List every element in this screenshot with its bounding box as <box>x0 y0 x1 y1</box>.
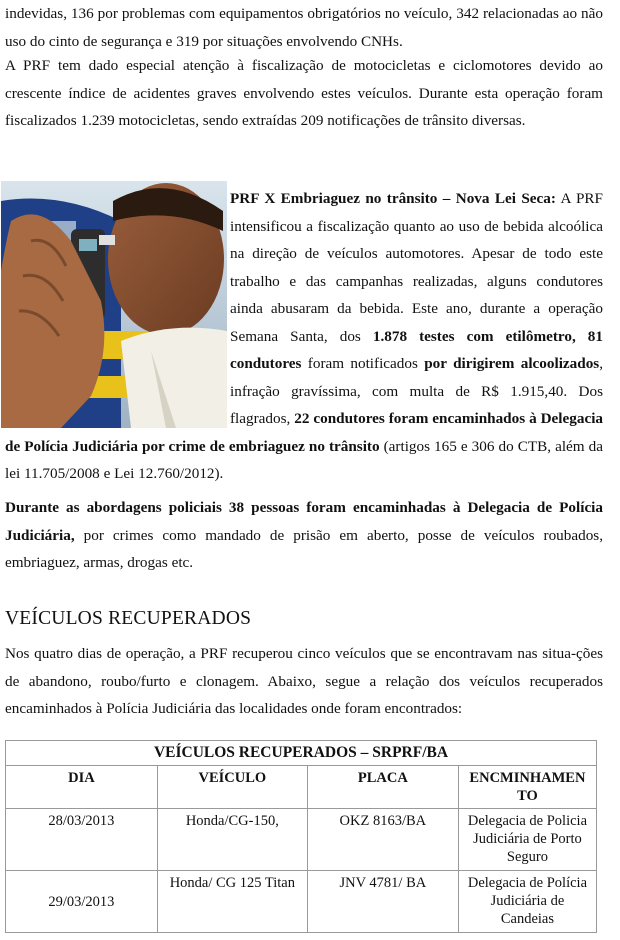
section-title: VEÍCULOS RECUPERADOS <box>5 608 252 629</box>
cell-placa: JNV 4781/ BA <box>307 871 458 933</box>
abordagens-paragraph <box>5 494 603 577</box>
cell-veiculo: Honda/ CG 125 Titan <box>157 871 307 933</box>
embriaguez-text-3: , infração gravíssima, com multa de R$ 1.915,40. Dos flagrados, <box>230 355 603 427</box>
table-header-row <box>6 766 597 809</box>
embriaguez-bold-1: 1.878 testes com etilômetro, 81 condutores <box>230 327 603 372</box>
cell-dia: 28/03/2013 <box>6 809 158 871</box>
header-encaminhamento: ENCMINHAMEN TO <box>458 766 596 809</box>
embriaguez-heading: PRF X Embriaguez no trânsito – Nova Lei Seca: <box>230 190 556 207</box>
header-dia: DIA <box>6 766 158 809</box>
embriaguez-text-2: foram notificados <box>301 355 425 372</box>
embriaguez-text-4: (artigos 165 e 306 do CTB, além da lei 11.705/2008 e Lei 12.760/2012). <box>5 437 603 482</box>
recovered-vehicles-table <box>5 740 597 933</box>
abordagens-text: por crimes como mandado de prisão em aberto, posse de veículos roubados, embriaguez, armas, drogas etc. <box>5 526 603 571</box>
embriaguez-paragraph <box>5 185 603 488</box>
embriaguez-bold-3: 22 condutores foram encaminhados à Delegacia de Polícia Judiciária por crime de embriaguez no trânsito <box>5 410 604 455</box>
table-row <box>6 871 597 933</box>
section-body: Nos quatro dias de operação, a PRF recuperou cinco veículos que se encontravam nas situa-ções de abandono, roubo/furto e clonagem. Abaixo, segue a relação dos veículos recuperados encaminhados à Polícia Judiciária das localidades onde foram encontrados: <box>5 645 603 717</box>
abordagens-bold: Durante as abordagens policiais 38 pessoas foram encaminhadas à Delegacia de Polícia Judiciária, <box>5 499 603 544</box>
cell-dia: 29/03/2013 <box>6 871 158 933</box>
header-veiculo: VEÍCULO <box>157 766 307 809</box>
intro-paragraph-2: A PRF tem dado especial atenção à fiscalização de motocicletas e ciclomotores devido ao crescente índice de acidentes graves envolvendo estes veículos. Durante esta operação foram fiscalizados 1.239 motocicletas, sendo extraídas 209 notificações de trânsito diversas. <box>5 57 603 129</box>
table-title: VEÍCULOS RECUPERADOS – SRPRF/BA <box>6 741 597 766</box>
table-row <box>6 809 597 871</box>
embriaguez-bold-2: por dirigirem alcoolizados <box>424 355 600 372</box>
cell-encaminhamento: Delegacia de Policia Judiciária de Porto Seguro <box>458 809 596 871</box>
cell-placa: OKZ 8163/BA <box>307 809 458 871</box>
cell-veiculo: Honda/CG-150, <box>157 809 307 871</box>
photo-spacer <box>5 185 230 425</box>
intro-paragraph-1: indevidas, 136 por problemas com equipamentos obrigatórios no veículo, 342 relacionadas ao não uso do cinto de segurança e 319 por situações envolvendo CNHs. <box>5 5 603 50</box>
embriaguez-text-1: A PRF intensificou a fiscalização quanto ao uso de bebida alcoólica na direção de veículos automotores. Apesar de todo este trabalho e das campanhas realizadas, alguns condutores ainda abusaram da bebida. Este ano, durante a operação Semana Santa, dos <box>230 190 603 345</box>
header-placa: PLACA <box>307 766 458 809</box>
cell-encaminhamento: Delegacia de Polícia Judiciária de Candeias <box>458 871 596 933</box>
